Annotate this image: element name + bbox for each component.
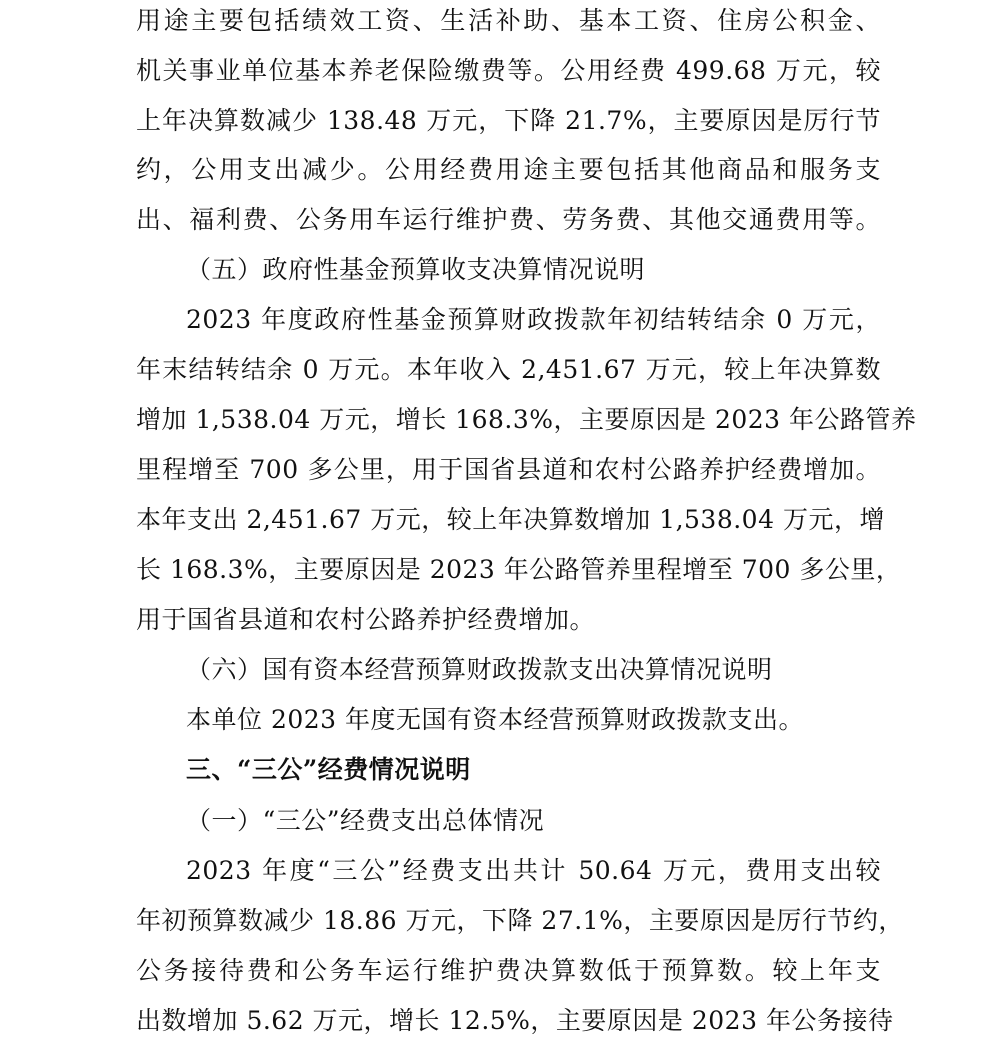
paragraph-line: 2023 年度“三公”经费支出共计 50.64 万元，费用支出较 — [186, 856, 881, 885]
paragraph-line: 上年决算数减少 138.48 万元，下降 21.7%，主要原因是厉行节 — [136, 106, 881, 135]
paragraph-line: 公务接待费和公务车运行维护费决算数低于预算数。较上年支 — [136, 956, 881, 985]
chapter-heading-3: 三、“三公”经费情况说明 — [186, 755, 471, 784]
section-heading-1: （一）“三公”经费支出总体情况 — [186, 806, 545, 835]
paragraph-line: 约，公用支出减少。公用经费用途主要包括其他商品和服务支 — [136, 155, 881, 184]
paragraph-line: 增加 1,538.04 万元，增长 168.3%，主要原因是 2023 年公路管养 — [136, 405, 917, 434]
section-heading-6: （六）国有资本经营预算财政拨款支出决算情况说明 — [186, 655, 773, 684]
paragraph-line: 年初预算数减少 18.86 万元，下降 27.1%，主要原因是厉行节约， — [136, 906, 904, 935]
paragraph-line: 本单位 2023 年度无国有资本经营预算财政拨款支出。 — [186, 705, 805, 734]
paragraph-line: 出数增加 5.62 万元，增长 12.5%，主要原因是 2023 年公务接待 — [136, 1006, 894, 1035]
paragraph-line: 出、福利费、公务用车运行维护费、劳务费、其他交通费用等。 — [136, 205, 881, 234]
section-heading-5: （五）政府性基金预算收支决算情况说明 — [186, 255, 646, 284]
paragraph-line: 年末结转结余 0 万元。本年收入 2,451.67 万元，较上年决算数 — [136, 355, 881, 384]
paragraph-line: 长 168.3%，主要原因是 2023 年公路管养里程增至 700 多公里， — [136, 555, 902, 584]
paragraph-line: 机关事业单位基本养老保险缴费等。公用经费 499.68 万元，较 — [136, 56, 881, 85]
paragraph-line: 本年支出 2,451.67 万元，较上年决算数增加 1,538.04 万元，增 — [136, 505, 885, 534]
paragraph-line: 用于国省县道和农村公路养护经费增加。 — [136, 605, 596, 634]
paragraph-line: 里程增至 700 多公里，用于国省县道和农村公路养护经费增加。 — [136, 455, 881, 484]
paragraph-line: 2023 年度政府性基金预算财政拨款年初结转结余 0 万元， — [186, 305, 881, 334]
paragraph-line: 用途主要包括绩效工资、生活补助、基本工资、住房公积金、 — [136, 6, 881, 35]
